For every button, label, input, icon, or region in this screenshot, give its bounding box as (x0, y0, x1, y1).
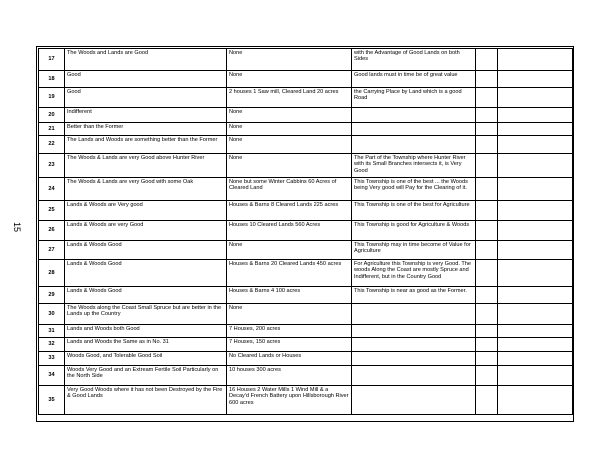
blank-cell (476, 338, 498, 352)
improvements-cell: 7 Houses, 200 acres (227, 325, 352, 338)
remarks-cell: The Part of the Township where Hunter River with its Small Branches intersects it, is Very Good (352, 154, 476, 178)
table-row (39, 88, 573, 108)
blank-cell (498, 338, 573, 352)
improvements-cell: None (227, 136, 352, 154)
blank-cell (476, 386, 498, 415)
remarks-cell: Good lands must in time be of great value (352, 71, 476, 88)
row-number-cell: 34 (39, 366, 65, 386)
land-description-cell: Good (65, 88, 227, 108)
table-row (39, 154, 573, 178)
township-table (38, 48, 573, 415)
blank-cell (498, 49, 573, 71)
remarks-cell (352, 386, 476, 415)
row-number-cell: 29 (39, 287, 65, 304)
land-description-cell: Lands & Woods Good (65, 287, 227, 304)
row-number-cell: 32 (39, 338, 65, 352)
blank-cell (498, 154, 573, 178)
improvements-cell: Houses & Barns 4 100 acres (227, 287, 352, 304)
land-description-cell: The Woods and Lands are Good (65, 49, 227, 71)
table-row (39, 352, 573, 366)
blank-cell (498, 136, 573, 154)
land-description-cell: The Woods along the Coast Small Spruce but are better in the Lands up the Country (65, 304, 227, 325)
blank-cell (476, 88, 498, 108)
improvements-cell: 10 houses 300 acres (227, 366, 352, 386)
blank-cell (498, 108, 573, 123)
blank-cell (498, 352, 573, 366)
improvements-cell: None (227, 71, 352, 88)
improvements-cell: Houses & Barns 8 Cleared Lands 225 acres (227, 201, 352, 221)
table-row (39, 304, 573, 325)
improvements-cell: None (227, 108, 352, 123)
improvements-cell: 16 Houses 2 Water Mills 1 Wind Mill & a Decay'd French Battery upon Hillsborough River 600 acres (227, 386, 352, 415)
land-description-cell: Indifferent (65, 108, 227, 123)
land-description-cell: The Woods & Lands are very Good above Hunter River (65, 154, 227, 178)
blank-cell (498, 287, 573, 304)
table-row (39, 108, 573, 123)
table-row (39, 325, 573, 338)
table-row (39, 49, 573, 71)
table-row (39, 123, 573, 136)
land-description-cell: Lands & Woods are Very good (65, 201, 227, 221)
blank-cell (498, 221, 573, 241)
improvements-cell: Houses & Barns 20 Cleared Lands 450 acres (227, 260, 352, 287)
remarks-cell: with the Advantage of Good Lands on both Sides (352, 49, 476, 71)
table-row (39, 338, 573, 352)
improvements-cell: None (227, 241, 352, 260)
page-number: 15 (12, 222, 22, 233)
table-row (39, 221, 573, 241)
improvements-cell: None (227, 304, 352, 325)
table-row (39, 201, 573, 221)
land-description-cell: Lands & Woods Good (65, 260, 227, 287)
blank-cell (498, 201, 573, 221)
blank-cell (476, 325, 498, 338)
blank-cell (476, 260, 498, 287)
blank-cell (476, 49, 498, 71)
blank-cell (476, 221, 498, 241)
land-description-cell: Lands & Woods Good (65, 241, 227, 260)
table-body (39, 49, 573, 415)
row-number-cell: 21 (39, 123, 65, 136)
row-number-cell: 19 (39, 88, 65, 108)
land-description-cell: Woods Very Good and an Extream Fertile Soil Particularly on the North Side (65, 366, 227, 386)
improvements-cell: 7 Houses, 150 acres (227, 338, 352, 352)
remarks-cell (352, 338, 476, 352)
table-row (39, 241, 573, 260)
row-number-cell: 28 (39, 260, 65, 287)
remarks-cell (352, 366, 476, 386)
table-row (39, 136, 573, 154)
improvements-cell: None (227, 123, 352, 136)
row-number-cell: 30 (39, 304, 65, 325)
blank-cell (476, 123, 498, 136)
table-row (39, 178, 573, 201)
remarks-cell: This Township is good for Agriculture & Woods (352, 221, 476, 241)
remarks-cell: the Carrying Place by Land which is a good Road (352, 88, 476, 108)
row-number-cell: 26 (39, 221, 65, 241)
blank-cell (498, 260, 573, 287)
blank-cell (498, 88, 573, 108)
table-row (39, 260, 573, 287)
blank-cell (498, 241, 573, 260)
blank-cell (498, 71, 573, 88)
blank-cell (498, 386, 573, 415)
improvements-cell: None (227, 154, 352, 178)
land-description-cell: Woods Good, and Tolerable Good Soil (65, 352, 227, 366)
blank-cell (476, 136, 498, 154)
table-row (39, 386, 573, 415)
table-row (39, 287, 573, 304)
table-row (39, 366, 573, 386)
blank-cell (476, 366, 498, 386)
improvements-cell: No Cleared Lands or Houses (227, 352, 352, 366)
remarks-cell (352, 304, 476, 325)
row-number-cell: 17 (39, 49, 65, 71)
remarks-cell: This Township is near as good as the Former. (352, 287, 476, 304)
land-description-cell: Lands and Woods the Same as in No. 31 (65, 338, 227, 352)
remarks-cell: This Township is one of the best for Agriculture (352, 201, 476, 221)
row-number-cell: 20 (39, 108, 65, 123)
remarks-cell: For Agriculture this Township is very Good. The woods Along the Coast are mostly Spruce and Indifferent, but in the Country Good (352, 260, 476, 287)
table-row (39, 71, 573, 88)
blank-cell (498, 178, 573, 201)
row-number-cell: 22 (39, 136, 65, 154)
remarks-cell (352, 136, 476, 154)
row-number-cell: 33 (39, 352, 65, 366)
land-description-cell: Lands & Woods are very Good (65, 221, 227, 241)
blank-cell (476, 241, 498, 260)
improvements-cell: None (227, 49, 352, 71)
blank-cell (498, 366, 573, 386)
remarks-cell: This Township is one of the best ... the Woods being Very good will Pay for the Clearing of it. (352, 178, 476, 201)
remarks-cell (352, 352, 476, 366)
land-description-cell: Lands and Woods both Good (65, 325, 227, 338)
improvements-cell: None but some Winter Cabbins 60 Acres of Cleared Land (227, 178, 352, 201)
blank-cell (476, 352, 498, 366)
blank-cell (476, 178, 498, 201)
land-description-cell: Better than the Former (65, 123, 227, 136)
remarks-cell: This Township may in time become of Value for Agriculture (352, 241, 476, 260)
remarks-cell (352, 108, 476, 123)
blank-cell (476, 304, 498, 325)
improvements-cell: 2 houses 1 Saw mill, Cleared Land 20 acres (227, 88, 352, 108)
blank-cell (476, 71, 498, 88)
blank-cell (476, 201, 498, 221)
row-number-cell: 35 (39, 386, 65, 415)
land-description-cell: The Woods & Lands are very Good with some Oak (65, 178, 227, 201)
row-number-cell: 23 (39, 154, 65, 178)
row-number-cell: 27 (39, 241, 65, 260)
row-number-cell: 31 (39, 325, 65, 338)
blank-cell (498, 325, 573, 338)
blank-cell (476, 154, 498, 178)
row-number-cell: 18 (39, 71, 65, 88)
remarks-cell (352, 123, 476, 136)
remarks-cell (352, 325, 476, 338)
blank-cell (476, 108, 498, 123)
blank-cell (498, 304, 573, 325)
blank-cell (498, 123, 573, 136)
land-description-cell: The Lands and Woods are something better than the Former (65, 136, 227, 154)
land-description-cell: Very Good Woods where it has not been Destroyed by the Fire & Good Lands (65, 386, 227, 415)
row-number-cell: 24 (39, 178, 65, 201)
land-description-cell: Good (65, 71, 227, 88)
blank-cell (476, 287, 498, 304)
row-number-cell: 25 (39, 201, 65, 221)
improvements-cell: Houses 10 Cleared Lands 560 Acres (227, 221, 352, 241)
